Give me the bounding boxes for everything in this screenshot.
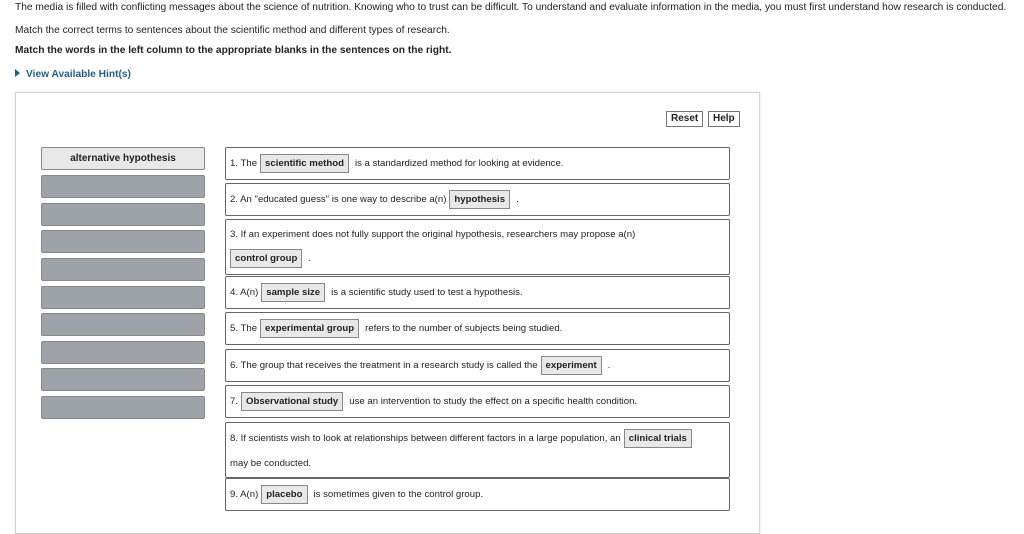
word-bank-empty-slot (41, 396, 205, 419)
sentence-text-pre: 4. A(n) (230, 287, 259, 298)
sentence-9 (225, 478, 730, 511)
sentence-text-pre: 5. The (230, 323, 258, 334)
sentence-text-post: . (607, 360, 611, 371)
sentence-text-post: . (308, 253, 312, 264)
sentence-text-pre: 8. If scientists wish to look at relationships between different factors in a large population, an (230, 433, 621, 444)
sentence-text-pre: 1. The (230, 158, 258, 169)
sentence-text-pre: 6. The group that receives the treatment in a research study is called the (230, 360, 538, 371)
answer-blank[interactable]: scientific method (260, 154, 349, 173)
sentence-7 (225, 385, 730, 418)
sentence-text-post: is sometimes given to the control group. (313, 489, 484, 500)
answer-blank[interactable]: placebo (261, 485, 307, 504)
sentence-text-post: use an intervention to study the effect on a specific health condition. (349, 396, 638, 407)
view-hints-link[interactable] (15, 69, 131, 80)
view-hints-label: View Available Hint(s) (26, 69, 131, 80)
sentence-8 (225, 422, 730, 478)
sentence-text-post: . (516, 194, 519, 205)
help-button[interactable]: Help (708, 111, 740, 127)
matching-panel (15, 92, 760, 534)
sentence-1 (225, 147, 730, 180)
sentence-text-post: is a scientific study used to test a hypothesis. (331, 287, 523, 298)
answer-blank[interactable]: experiment (541, 356, 602, 375)
intro-text: The media is filled with conflicting messages about the science of nutrition. Knowing who to trust can be difficult. To understand and evaluate information in the media, you must first understand how research is conducted. (15, 2, 1007, 13)
sentence-text-post: is a standardized method for looking at evidence. (354, 158, 564, 169)
sentence-text-pre: 3. If an experiment does not fully support the original hypothesis, researchers may propose a(n) (230, 228, 636, 240)
sentence-2 (225, 183, 730, 216)
sentence-text-pre: 9. A(n) (230, 489, 259, 500)
instruction-text: Match the words in the left column to the appropriate blanks in the sentences on the right. (15, 45, 452, 56)
sentence-5 (225, 312, 730, 345)
sentence-text-pre: 7. (230, 396, 239, 407)
answer-blank[interactable]: sample size (261, 283, 325, 302)
sentence-3 (225, 219, 730, 275)
answer-blank[interactable]: hypothesis (449, 190, 510, 209)
word-bank-empty-slot (41, 175, 205, 198)
word-bank-empty-slot (41, 313, 205, 336)
word-bank-empty-slot (41, 230, 205, 253)
word-bank-item[interactable]: alternative hypothesis (41, 147, 205, 170)
word-bank-empty-slot (41, 341, 205, 364)
reset-button[interactable]: Reset (666, 111, 703, 127)
word-bank-empty-slot (41, 286, 205, 309)
sentence-text-post: may be conducted. (230, 457, 312, 469)
word-bank-empty-slot (41, 203, 205, 226)
answer-blank[interactable]: Observational study (241, 392, 343, 411)
sentence-text-pre: 2. An "educated guess" is one way to describe a(n) (230, 194, 447, 205)
sentence-4 (225, 276, 730, 309)
answer-blank[interactable]: clinical trials (624, 429, 692, 448)
answer-blank[interactable]: experimental group (260, 319, 359, 338)
caret-right-icon (15, 69, 20, 77)
match-text: Match the correct terms to sentences about the scientific method and different types of research. (15, 25, 450, 36)
sentence-text-post: refers to the number of subjects being studied. (365, 323, 563, 334)
answer-blank[interactable]: control group (230, 249, 302, 268)
word-bank-empty-slot (41, 258, 205, 281)
word-bank-empty-slot (41, 368, 205, 391)
sentence-6 (225, 349, 730, 382)
